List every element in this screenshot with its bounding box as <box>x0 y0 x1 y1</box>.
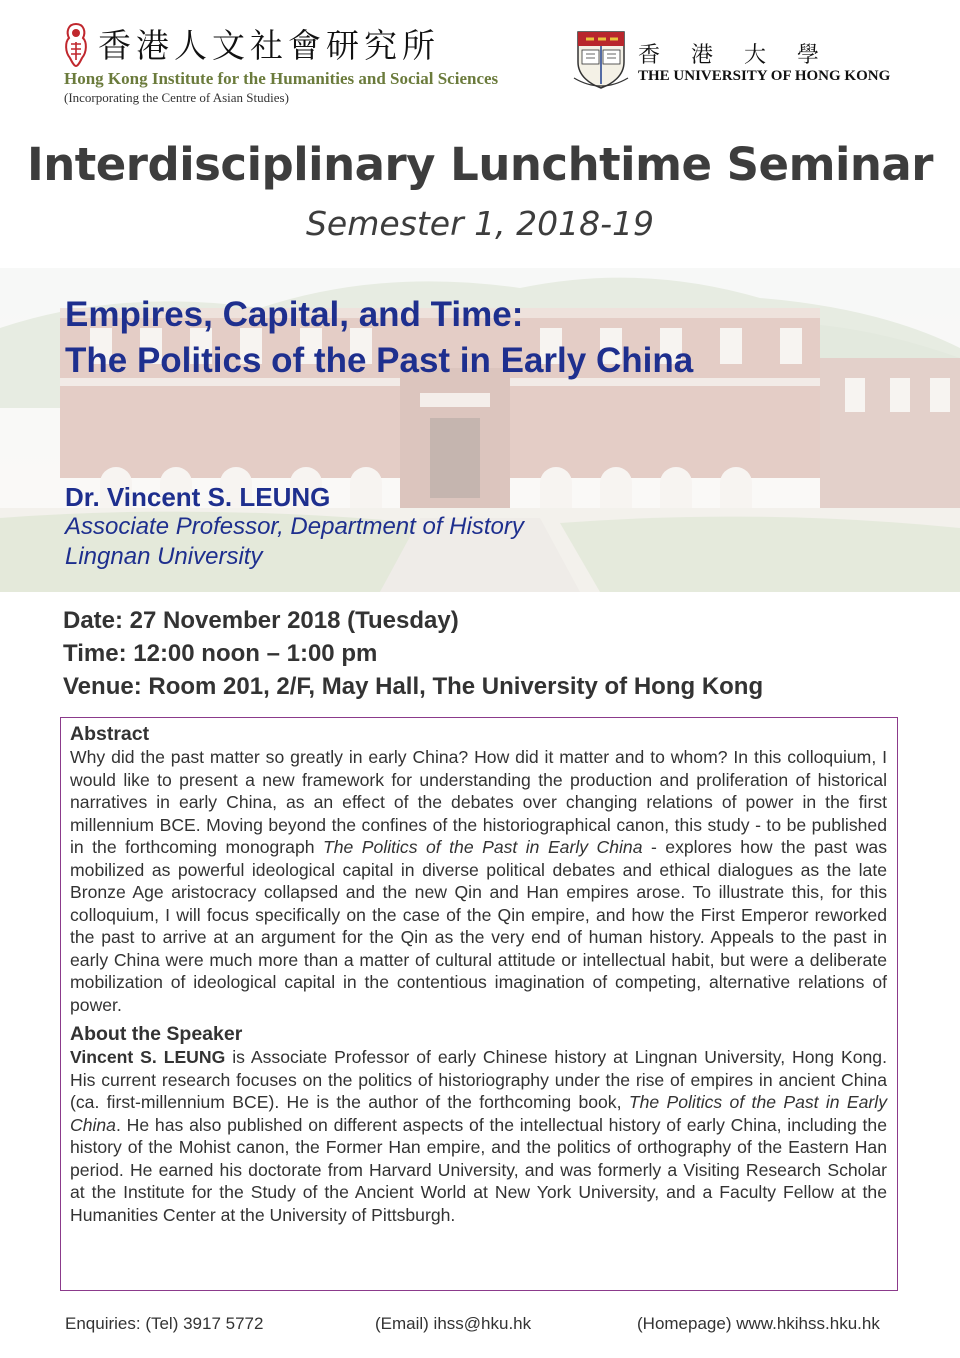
abstract-text <box>70 746 887 1016</box>
hku-crest-icon <box>572 28 630 92</box>
event-details <box>63 604 763 703</box>
about-speaker-name: Vincent S. LEUNG <box>70 1047 226 1067</box>
abstract-text-part-2: - explores how the past was mobilized as powerful ideological capital in diverse political debates and ethical dialogues as the late Bronze Age aristocracy collapsed and the new Qin and Han empires arose. To illustrate this, for this colloquium, I will focus specifically on the case of the Qin empire, and how the First Emperor reworked the past to arrive at an argument for the Qin as the very end of human history. Appeals to the past in early China were much more than a matter of cultural attitude or intellectual habit, but were a deliberate mobilization of ideological capital in the contentious imagination of competing, alternative relations of power. <box>70 837 887 1015</box>
ihss-logo <box>62 22 532 108</box>
talk-title-line-1: Empires, Capital, and Time: <box>65 295 524 334</box>
talk-title <box>65 292 693 384</box>
ihss-subtitle: (Incorporating the Centre of Asian Studies) <box>64 90 289 105</box>
series-title: Interdisciplinary Lunchtime Seminar <box>27 138 933 191</box>
about-speaker-text <box>70 1046 887 1226</box>
abstract-box <box>60 717 898 1291</box>
talk-title-line-2: The Politics of the Past in Early China <box>65 341 694 380</box>
footer-email[interactable]: (Email) ihss@hku.hk <box>375 1314 532 1333</box>
about-speaker-heading: About the Speaker <box>70 1023 243 1045</box>
hku-logo <box>572 28 912 98</box>
hku-name-cn: 香 港 大 學 <box>638 43 831 68</box>
footer-homepage[interactable]: (Homepage) www.hkihss.hku.hk <box>637 1314 880 1333</box>
event-venue: Venue: Room 201, 2/F, May Hall, The University of Hong Kong <box>63 673 764 700</box>
hku-name-en: THE UNIVERSITY OF HONG KONG <box>638 68 891 84</box>
abstract-book-title: The Politics of the Past in Early China <box>323 837 643 857</box>
abstract-text-part-1: Why did the past matter so greatly in early China? How did it matter and to whom? In this colloquium, I would like to present a new framework for understanding the production and proliferation of historical narratives in early China, as an effect of the debates over changing relations of power in the first millennium BCE. Moving beyond the confines of the historiographical canon, this study - to be published in the forthcoming monograph <box>70 747 887 857</box>
ihss-emblem-icon <box>62 22 90 68</box>
about-text-part-2: . He has also published on different aspects of the intellectual history of early China, including the history of the Mohist canon, the Former Han empire, and the politics of orthography of the Eastern Han period. He earned his doctorate from Harvard University, and was formerly a Visiting Research Scholar at the Institute for the Study of the Ancient World at New York University, and a Faculty Fellow at the Humanities Center at the University of Pittsburgh. <box>70 1114 887 1225</box>
speaker-position: Associate Professor, Department of History <box>65 513 524 540</box>
abstract-heading: Abstract <box>70 723 150 745</box>
semester-label: Semester 1, 2018-19 <box>305 204 655 243</box>
ihss-name-en: Hong Kong Institute for the Humanities and Social Sciences <box>64 69 499 88</box>
speaker-affiliation <box>65 512 524 572</box>
footer-tel: Enquiries: (Tel) 3917 5772 <box>65 1314 264 1333</box>
event-date: Date: 27 November 2018 (Tuesday) <box>63 607 459 634</box>
ihss-name-cn: 香港人文社會研究所 <box>98 26 440 65</box>
speaker-institution: Lingnan University <box>65 543 263 570</box>
speaker-name: Dr. Vincent S. LEUNG <box>65 482 331 512</box>
event-time: Time: 12:00 noon – 1:00 pm <box>63 640 378 667</box>
about-book-title: The Politics of the Past in Early China <box>70 1092 887 1135</box>
about-text-part-1: is Associate Professor of early Chinese history at Lingnan University, Hong Kong. His current research focuses on the politics of historiography under the rise of empires in ancient China (ca. first-millennium BCE). He is the author of the forthcoming book, <box>70 1047 887 1112</box>
